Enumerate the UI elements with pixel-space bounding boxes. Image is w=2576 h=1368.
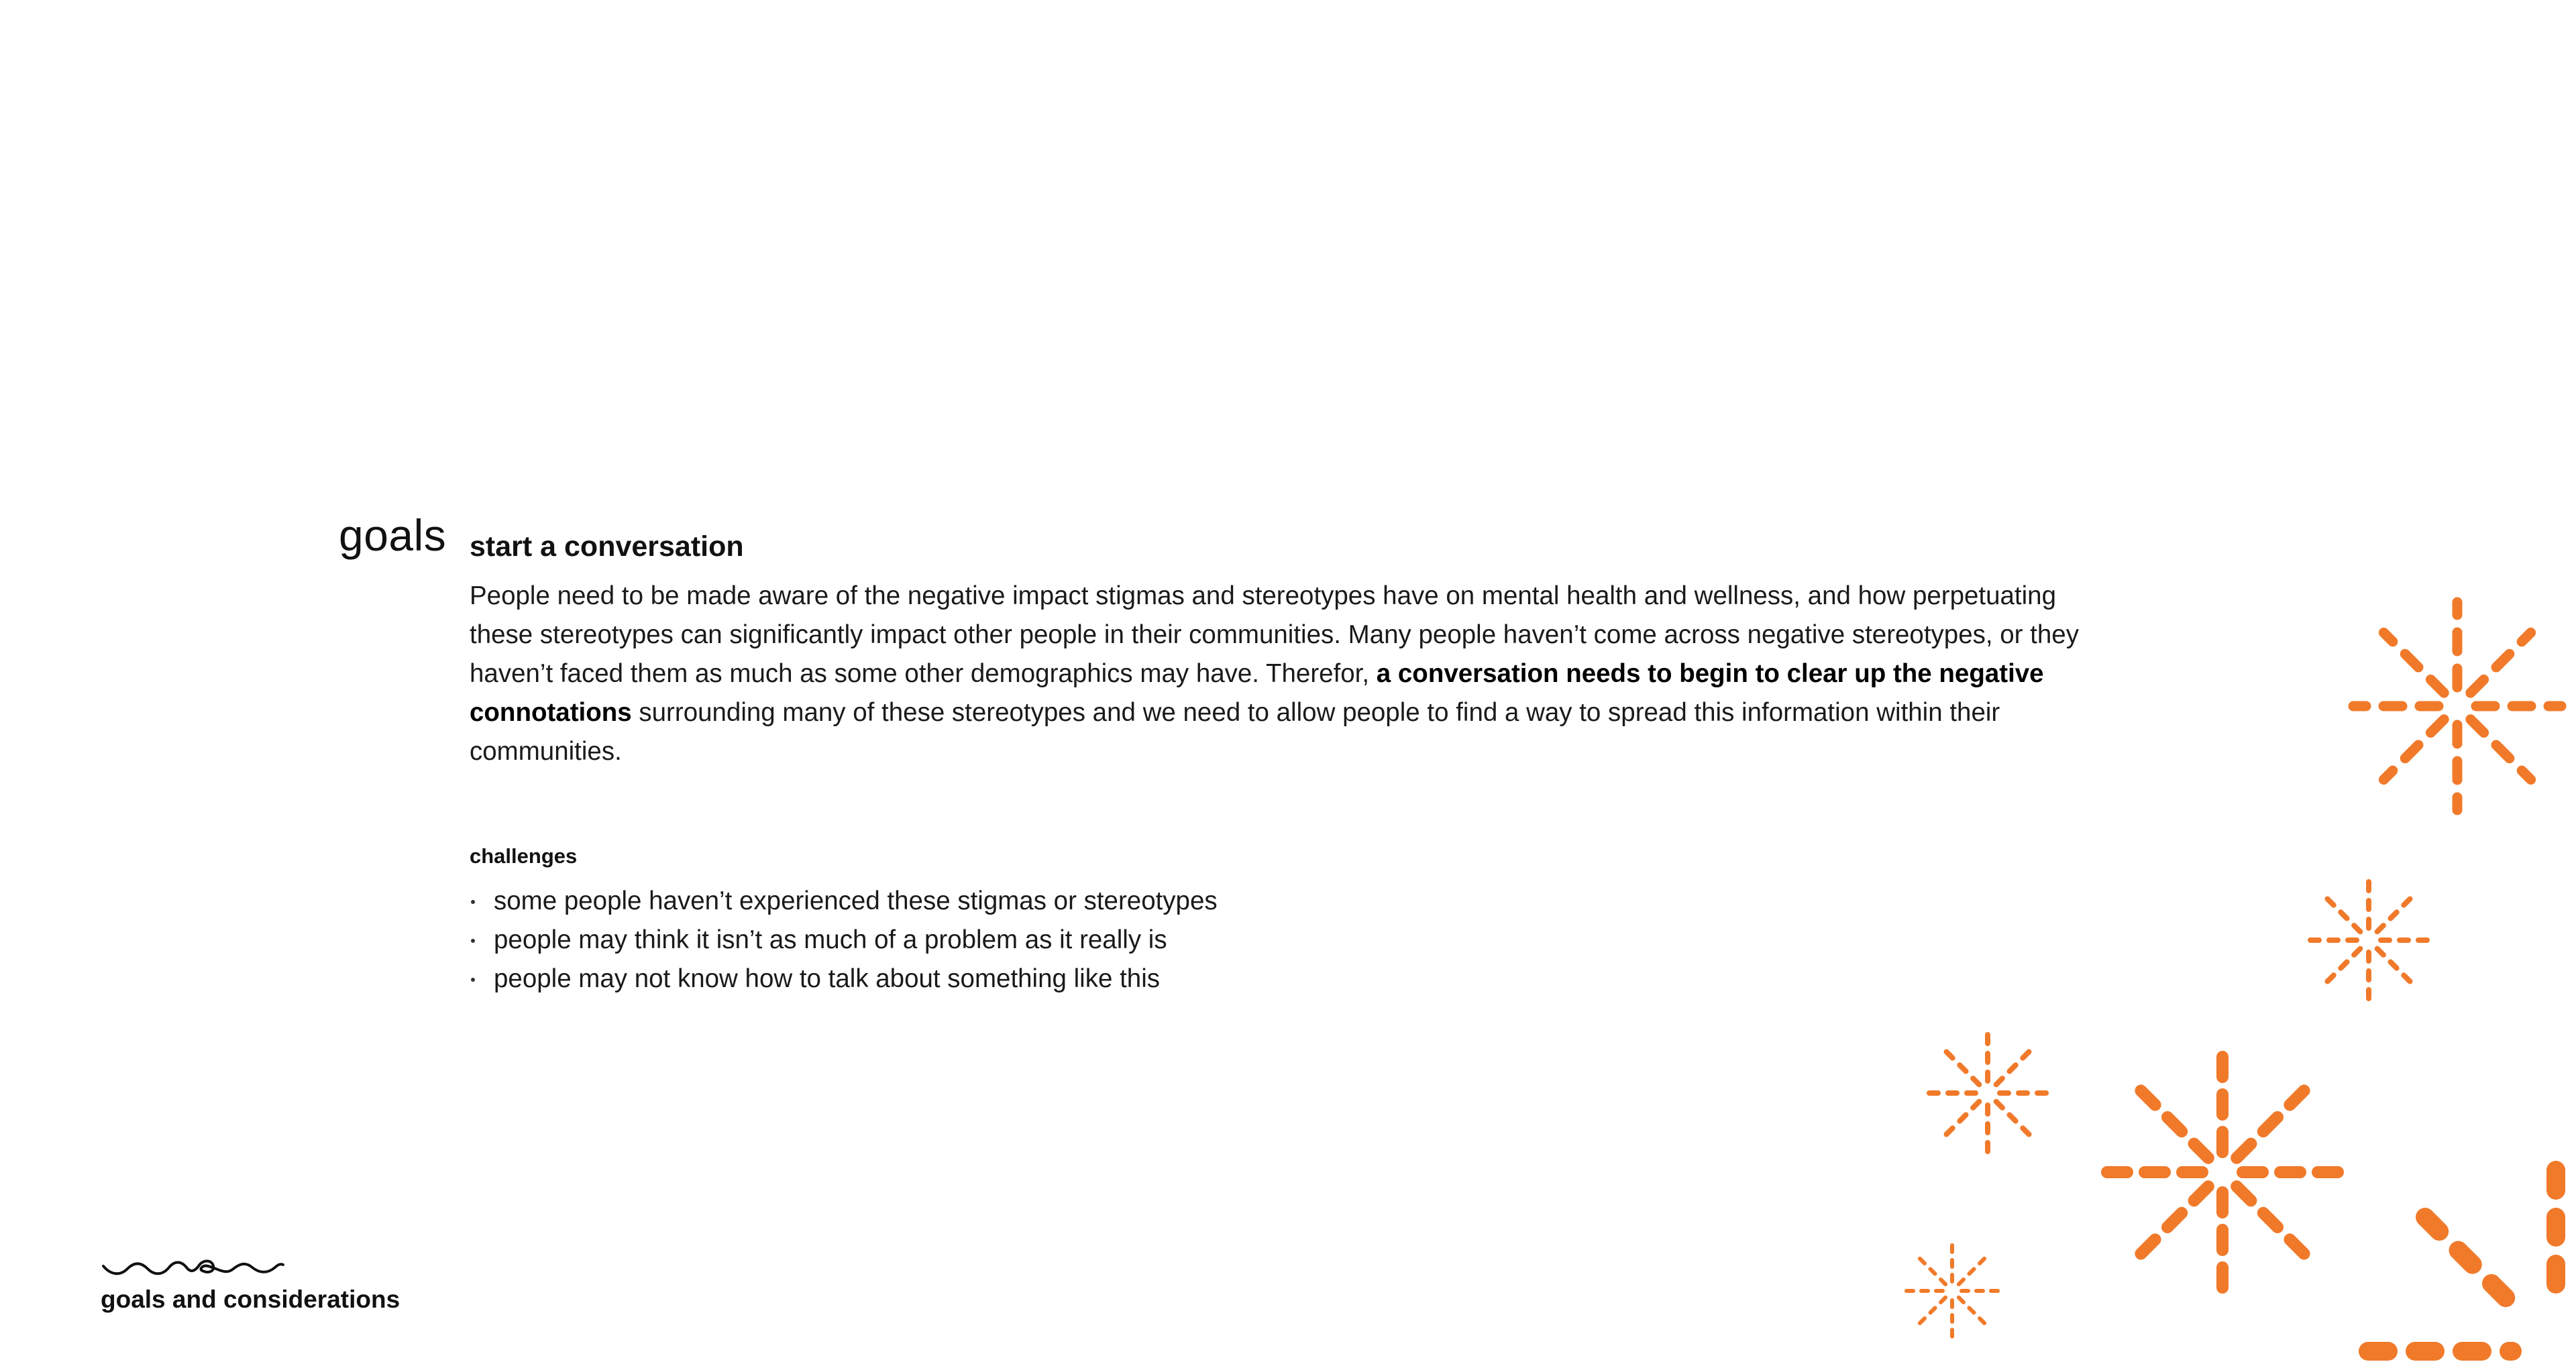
firework-ray <box>2377 949 2416 987</box>
firework-ray <box>1940 1102 1979 1141</box>
footer <box>101 1254 400 1314</box>
firework-ray <box>2383 632 2444 693</box>
challenges-heading: challenges <box>470 844 578 868</box>
firework-burst-icon <box>2107 1057 2338 1288</box>
footer-label: goals and considerations <box>101 1286 400 1313</box>
squiggle-logo-icon <box>101 1254 285 1278</box>
firework-ray <box>2471 720 2531 780</box>
goal-body-text: People need to be made aware of the negative impact stigmas and stereotypes have on mental health and wellness, and how perpetuating these stereotypes can significantly impact other people in their communities. Many people haven’t come across negative stereotypes, or they haven’t faced them as much as some other demographics may have. Therefor, <box>470 581 2079 688</box>
firework-burst-icon <box>1900 1239 2004 1343</box>
firework-burst-icon <box>1921 1026 2055 1160</box>
firework-ray <box>1996 1045 2035 1084</box>
firework-ray <box>2141 1186 2208 1253</box>
firework-ray <box>2141 1090 2208 1157</box>
section-label: goals <box>339 510 447 560</box>
goal-body-emphasis: a conversation needs to begin to clear up the negative connotations <box>470 659 2044 727</box>
goal-description <box>470 577 2113 771</box>
challenge-item: some people haven’t experienced these stigmas or stereotypes <box>470 882 2113 921</box>
firework-ray <box>1915 1254 1945 1284</box>
challenge-item: people may think it isn’t as much of a problem as it really is <box>470 921 2113 960</box>
corner-firework-burst-icon <box>2368 1170 2556 1351</box>
firework-ray <box>2425 1217 2519 1311</box>
firework-ray <box>2322 894 2361 932</box>
firework-ray <box>2322 949 2361 987</box>
challenges-list <box>470 882 2113 999</box>
firework-ray <box>2237 1186 2304 1253</box>
firework-ray <box>1996 1102 2035 1141</box>
firework-ray <box>2383 720 2444 780</box>
challenge-item: people may not know how to talk about something like this <box>470 960 2113 999</box>
firework-ray <box>2237 1090 2304 1157</box>
firework-ray <box>1915 1298 1945 1328</box>
firework-ray <box>1959 1254 1989 1284</box>
firework-ray <box>2377 894 2416 932</box>
firework-burst-icon <box>2353 602 2561 810</box>
goal-body-text-end: surrounding many of these stereotypes and we need to allow people to find a way to spread this information within their communities. <box>470 697 2000 766</box>
goal-title: start a conversation <box>470 530 744 563</box>
firework-ray <box>1940 1045 1979 1084</box>
firework-burst-icon <box>2303 874 2434 1006</box>
firework-ray <box>1959 1298 1989 1328</box>
goal-content <box>470 530 2113 999</box>
firework-ray <box>2471 632 2531 693</box>
